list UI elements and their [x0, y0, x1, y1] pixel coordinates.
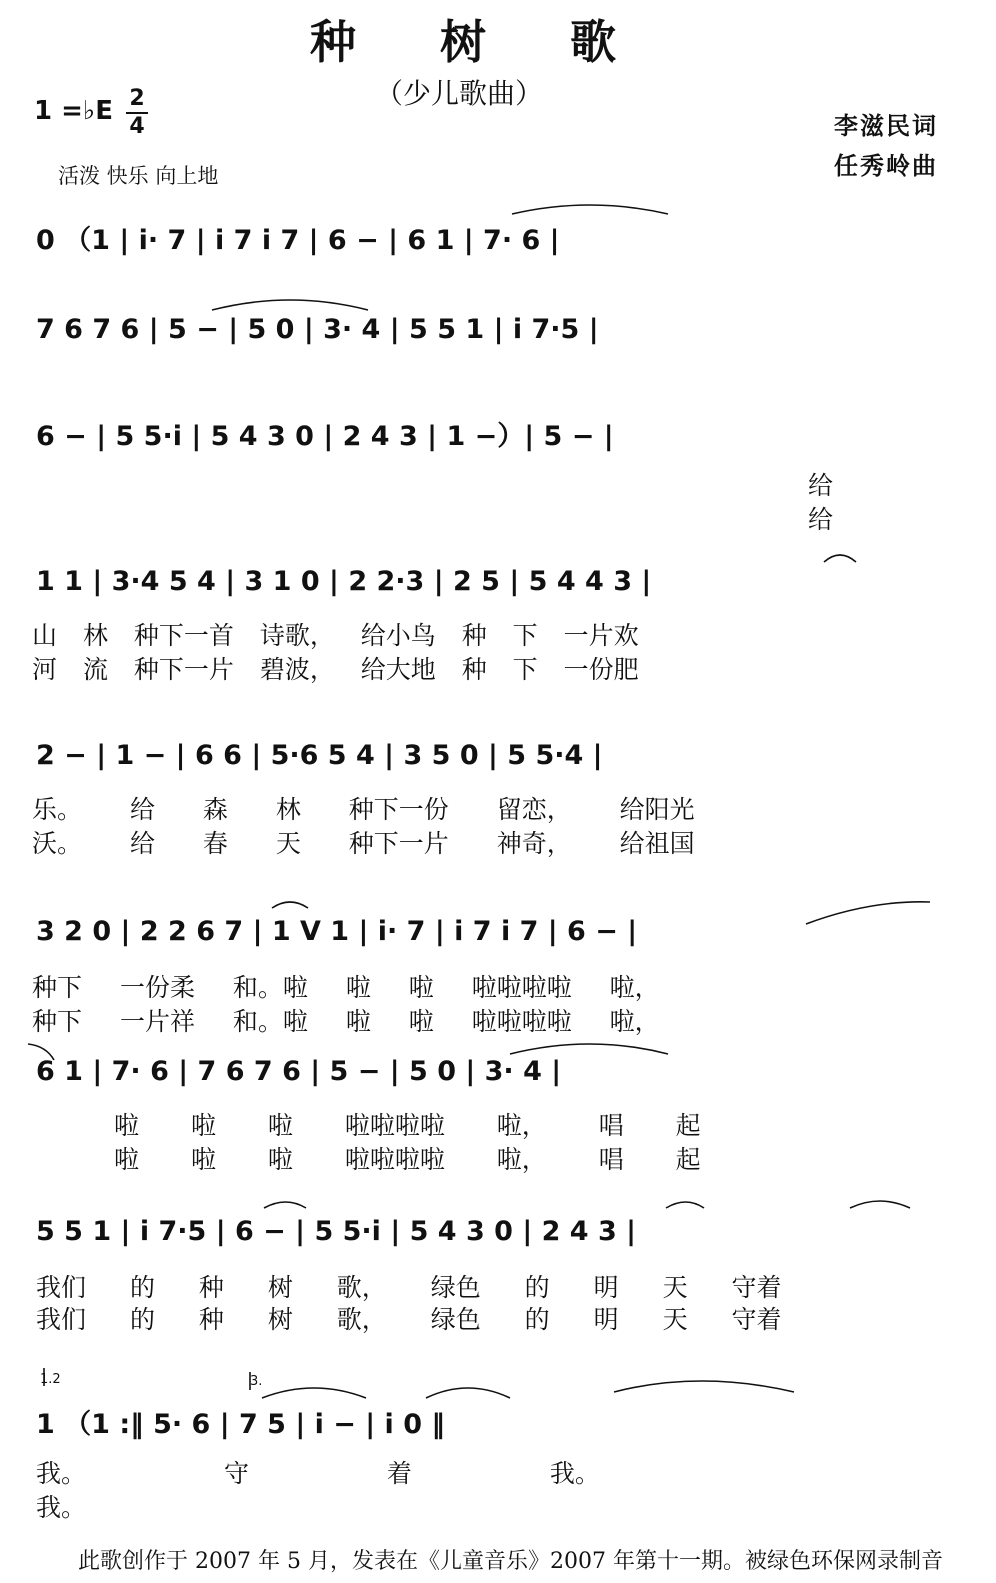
slur — [426, 1388, 510, 1398]
slur — [272, 902, 308, 908]
lyric-row-3-verse-1: 给 — [808, 471, 834, 500]
notation-row-7 — [30, 1056, 950, 1102]
lyric-row-4-verse-2: 河 流 种下一片 碧波， 给大地 种 下 一份肥 — [32, 655, 639, 684]
notation-row-2 — [30, 314, 950, 360]
composer: 任秀岭曲 — [834, 151, 938, 180]
notation-row-4 — [30, 566, 950, 612]
slur — [850, 1201, 910, 1208]
notes: 1 （1 :‖ 5· 6 | 7 5 | i − | i 0 ‖ — [36, 1409, 445, 1440]
lyric-row-9-verse-1: 我。 守 着 我。 — [36, 1459, 600, 1488]
notation-row-6 — [30, 916, 950, 962]
tempo-marking: 活泼 快乐 向上地 — [58, 164, 219, 188]
time-signature — [126, 86, 148, 140]
notes: 0 （1 | i· 7 | i 7 i 7 | 6 − | 6 1 | 7· 6 | — [36, 225, 560, 256]
lyric-row-6-verse-1: 种下 一份柔 和。啦 啦 啦 啦啦啦啦 啦， — [32, 973, 660, 1002]
time-denominator: 4 — [129, 114, 145, 139]
notes: 1 1 | 3·4 5 4 | 3 1 0 | 2 2·3 | 2 5 | 5 4 4 3 | — [36, 566, 652, 597]
slur — [824, 555, 856, 562]
song-subtitle: （少儿歌曲） — [375, 77, 544, 110]
slur — [262, 1388, 366, 1398]
footnote: 此歌创作于 2007 年 5 月，发表在《儿童音乐》2007 年第十一期。被绿色环保网录制音 — [78, 1549, 943, 1574]
lyric-row-7-verse-2: 啦 啦 啦 啦啦啦啦 啦， 唱 起 — [114, 1145, 701, 1174]
lyric-row-3-verse-2: 给 — [808, 505, 834, 534]
notation-row-5 — [30, 740, 950, 786]
slur — [666, 1202, 704, 1208]
notes: 5 5 1 | i 7·5 | 6 − | 5 5·i | 5 4 3 0 | 2 4 3 | — [36, 1216, 637, 1247]
volta-1-2: 1.2 — [40, 1372, 61, 1387]
lyric-row-6-verse-2: 种下 一片祥 和。啦 啦 啦 啦啦啦啦 啦， — [32, 1007, 660, 1036]
slur — [614, 1381, 794, 1392]
notes: 6 − | 5 5·i | 5 4 3 0 | 2 4 3 | 1 −）| 5 − | — [36, 421, 614, 452]
lyric-row-7-verse-1: 啦 啦 啦 啦啦啦啦 啦， 唱 起 — [114, 1111, 701, 1140]
lyric-row-8-verse-2: 我们 的 种 树 歌， 绿色 的 明 天 守着 — [36, 1305, 782, 1334]
notes: 3 2 0 | 2 2 6 7 | 1 V 1 | i· 7 | i 7 i 7 | 6 − | — [36, 916, 638, 947]
notation-row-9 — [30, 1402, 950, 1448]
notation-row-8 — [30, 1216, 950, 1262]
slur — [510, 1044, 668, 1054]
time-numerator: 2 — [129, 86, 145, 111]
lyric-row-9-verse-2: 我。 — [36, 1493, 87, 1522]
volta-3: 3. — [250, 1374, 263, 1389]
notes: 7 6 7 6 | 5 − | 5 0 | 3· 4 | 5 5 1 | i 7·5 | — [36, 314, 599, 345]
key-signature: 1 =♭E — [34, 96, 113, 126]
notes: 6 1 | 7· 6 | 7 6 7 6 | 5 − | 5 0 | 3· 4 | — [36, 1056, 562, 1087]
lyric-row-8-verse-1: 我们 的 种 树 歌， 绿色 的 明 天 守着 — [36, 1273, 782, 1302]
slur — [264, 1202, 306, 1208]
slur — [212, 300, 368, 310]
notation-row-1 — [30, 218, 950, 264]
slur — [512, 205, 668, 214]
notes: 2 − | 1 − | 6 6 | 5·6 5 4 | 3 5 0 | 5 5·4 | — [36, 740, 603, 771]
lyric-row-5-verse-1: 乐。 给 森 林 种下一份 留恋， 给阳光 — [32, 795, 695, 824]
lyricist: 李滋民词 — [834, 111, 938, 140]
lyric-row-5-verse-2: 沃。 给 春 天 种下一片 神奇， 给祖国 — [32, 829, 695, 858]
song-title: 种 树 歌 — [309, 15, 651, 69]
lyric-row-4-verse-1: 山 林 种下一首 诗歌， 给小鸟 种 下 一片欢 — [32, 621, 639, 650]
notation-row-3 — [30, 414, 950, 460]
